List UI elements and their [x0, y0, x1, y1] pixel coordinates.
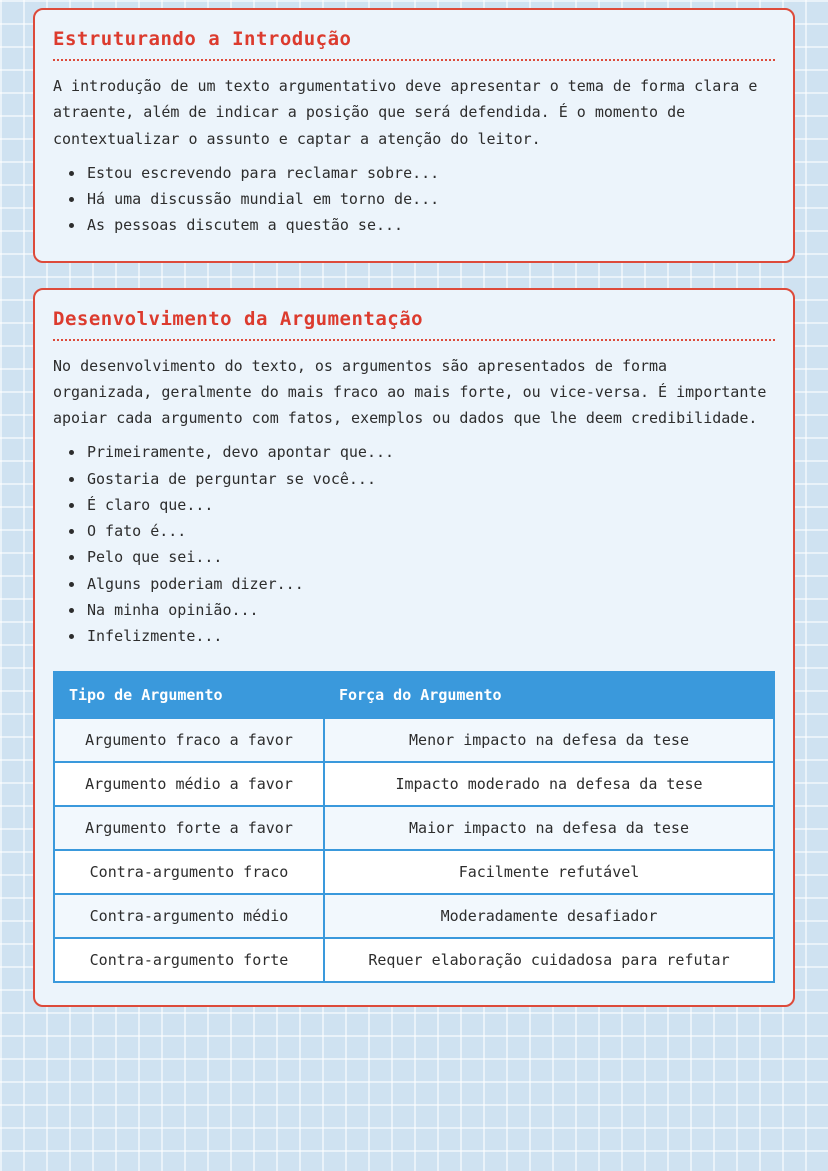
- table-cell-tipo: Contra-argumento médio: [54, 894, 324, 938]
- table-header-row: [54, 672, 774, 718]
- table-cell-tipo: Argumento forte a favor: [54, 806, 324, 850]
- table-cell-forca: Impacto moderado na defesa da tese: [324, 762, 774, 806]
- section-title: Desenvolvimento da Argumentação: [53, 308, 775, 341]
- bullet-item: • Na minha opinião...: [85, 597, 775, 623]
- table-cell-tipo: Contra-argumento fraco: [54, 850, 324, 894]
- argument-strength-table: [53, 671, 775, 983]
- bullet-item: • As pessoas discutem a questão se...: [85, 212, 775, 238]
- table-header-tipo: Tipo de Argumento: [54, 672, 324, 718]
- table-row: [54, 806, 774, 850]
- bullet-item: • Estou escrevendo para reclamar sobre...: [85, 160, 775, 186]
- table-row: [54, 850, 774, 894]
- bullet-item: • Há uma discussão mundial em torno de...: [85, 186, 775, 212]
- bullet-item: • Infelizmente...: [85, 623, 775, 649]
- bullet-item: • Primeiramente, devo apontar que...: [85, 439, 775, 465]
- table-row: [54, 938, 774, 982]
- table-cell-forca: Requer elaboração cuidadosa para refutar: [324, 938, 774, 982]
- bullet-item: • Alguns poderiam dizer...: [85, 571, 775, 597]
- table-row: [54, 762, 774, 806]
- table-cell-tipo: Argumento médio a favor: [54, 762, 324, 806]
- section-paragraph: No desenvolvimento do texto, os argumentos são apresentados de forma organizada, geralmente do mais fraco ao mais forte, ou vice-versa. É importante apoiar cada argumento com fatos, exemplos ou dados que lhe deem credibilidade.: [53, 356, 767, 427]
- table-header-forca: Força do Argumento: [324, 672, 774, 718]
- table-cell-tipo: Argumento fraco a favor: [54, 718, 324, 762]
- table-row: [54, 718, 774, 762]
- table-cell-tipo: Contra-argumento forte: [54, 938, 324, 982]
- section-paragraph: A introdução de um texto argumentativo deve apresentar o tema de forma clara e atraente, além de indicar a posição que será defendida. É o momento de contextualizar o assunto e captar a atenção do leitor.: [53, 77, 758, 148]
- bullet-item: • Gostaria de perguntar se você...: [85, 466, 775, 492]
- table-cell-forca: Facilmente refutável: [324, 850, 774, 894]
- section-card-desenvolvimento: [33, 288, 795, 1008]
- table-row: [54, 894, 774, 938]
- section-card-introducao: [33, 8, 795, 263]
- bullet-item: • Pelo que sei...: [85, 544, 775, 570]
- table-cell-forca: Moderadamente desafiador: [324, 894, 774, 938]
- section-bullet-list: [53, 439, 775, 649]
- bullet-item: • É claro que...: [85, 492, 775, 518]
- bullet-item: • O fato é...: [85, 518, 775, 544]
- section-bullet-list: [53, 160, 775, 239]
- table-cell-forca: Menor impacto na defesa da tese: [324, 718, 774, 762]
- section-title: Estruturando a Introdução: [53, 28, 775, 61]
- table-cell-forca: Maior impacto na defesa da tese: [324, 806, 774, 850]
